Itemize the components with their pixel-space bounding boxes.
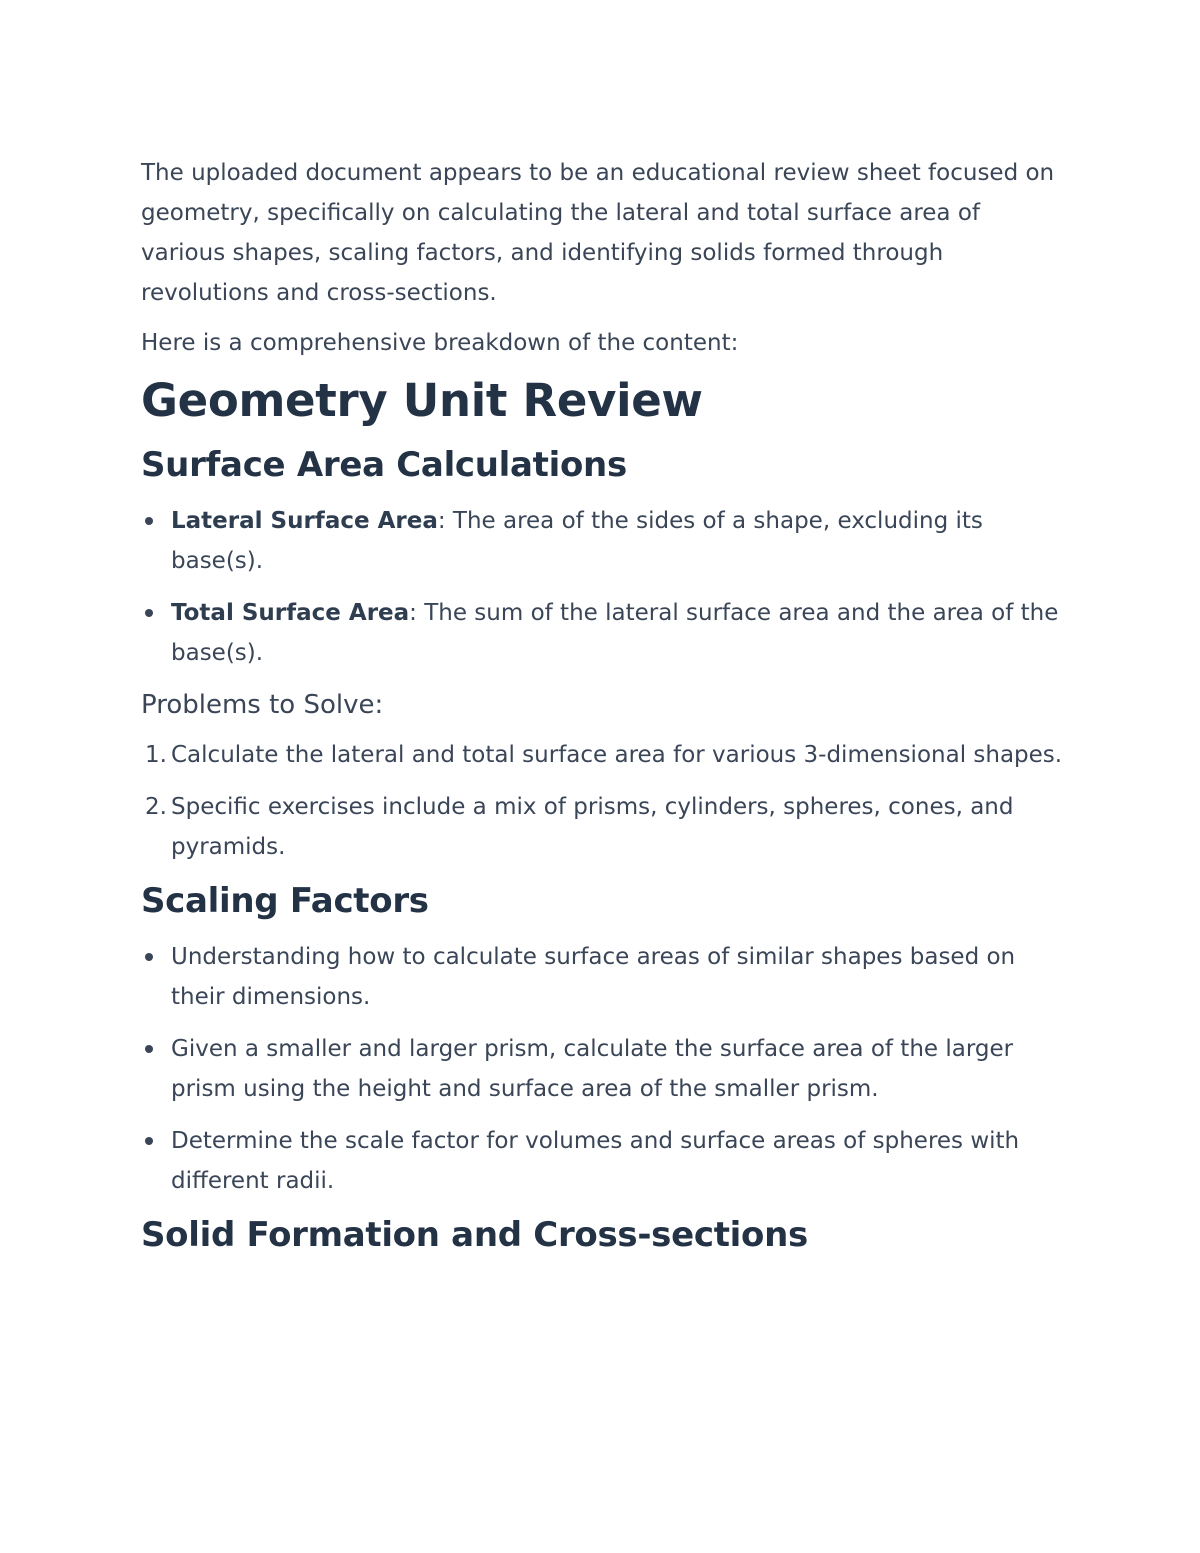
definition-text: : The area of the sides of a shape, excluding its base(s).: [171, 508, 983, 574]
list-item: [141, 501, 1071, 581]
list-item: [141, 937, 1071, 1017]
section-heading-scaling: Scaling Factors: [141, 881, 429, 921]
scaling-text: Determine the scale factor for volumes and surface areas of spheres with different radii.: [171, 1128, 1020, 1194]
definition-term: Total Surface Area: [171, 600, 410, 626]
list-item: [141, 593, 1071, 673]
bullet-icon: [145, 609, 153, 617]
intro-breakdown: Here is a comprehensive breakdown of the content:: [141, 330, 739, 356]
problem-text: Calculate the lateral and total surface area for various 3-dimensional shapes.: [171, 742, 1063, 768]
problem-text: Specific exercises include a mix of prisms, cylinders, spheres, cones, and pyramids.: [171, 794, 1014, 860]
document-page: [141, 153, 1071, 1271]
section-heading-solid-formation: Solid Formation and Cross-sections: [141, 1215, 808, 1255]
scaling-text: Given a smaller and larger prism, calculate the surface area of the larger prism using the height and surface area of the smaller prism.: [171, 1036, 1014, 1102]
intro-paragraph: The uploaded document appears to be an educational review sheet focused on geometry, specifically on calculating the lateral and total surface area of various shapes, scaling factors, and identifying solids formed through revolutions and cross-sections.: [141, 160, 1055, 306]
bullet-icon: [145, 517, 153, 525]
bullet-icon: [145, 1045, 153, 1053]
scaling-list: [141, 937, 1071, 1201]
subheading-problems: Problems to Solve:: [141, 690, 384, 720]
list-number: 2.: [145, 794, 167, 820]
list-number: 1.: [145, 742, 167, 768]
scaling-text: Understanding how to calculate surface areas of similar shapes based on their dimensions.: [171, 944, 1016, 1010]
document-title: Geometry Unit Review: [141, 374, 703, 427]
section-heading-surface-area: Surface Area Calculations: [141, 445, 627, 485]
list-item: [141, 735, 1071, 775]
definition-text: : The sum of the lateral surface area and the area of the base(s).: [171, 600, 1059, 666]
list-item: [141, 1121, 1071, 1201]
definition-term: Lateral Surface Area: [171, 508, 438, 534]
list-item: [141, 787, 1071, 867]
surface-area-definitions: [141, 501, 1071, 673]
bullet-icon: [145, 1137, 153, 1145]
problems-list: [141, 735, 1071, 867]
bullet-icon: [145, 953, 153, 961]
list-item: [141, 1029, 1071, 1109]
